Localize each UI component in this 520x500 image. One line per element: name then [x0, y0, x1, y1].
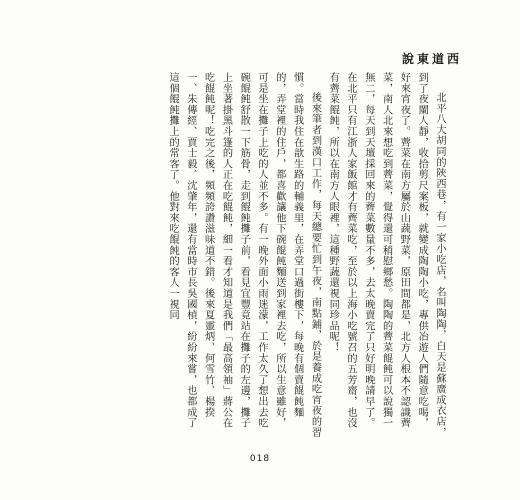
- running-title: 說東道西: [401, 52, 462, 66]
- paragraph-2: 後來筆者到漢口工作，每天總要忙到午夜，南點鋪，於是養成吃宵夜的習慣。當時我住在歆生路的輔義里，在弄堂口過街樓下，每晚有個賣餛飩麵的，弄堂裡的住戶，都喜歡讓他下碗餛飩麵送到家裡去吃，所以生意雖好，可是坐在攤子上吃的人並不多。有一晚外面小雨迷濛，工作太久了想出去吃碗餛飩舒散一下筋骨，走到餛飩攤子前，看見宜豐竟站在攤子的左邊，攤子上坐著掛黑斗篷的人正在吃餛飩，細一看才知道是我們「最高領袖」蔣公在吃餛飩呢！吃完之後，頻頻誇讚滋味道不錯。後來夏靈炳、何雪竹、楊揆一、朱傳經、賈士毅、沈肇年，還有當時市長吳國楨，紛紛來嘗，也都成了這個餛飩攤上的常客了。他對來吃餛飩的客人一視同: [167, 72, 321, 438]
- body-text: [128, 72, 448, 438]
- paragraph-1: 北平八大胡同的陝西巷，有一家小吃店，名叫陶陶，白天是蘇廣成衣店，到了夜闌人靜，收拾剪尺案板，就變成陶陶小吃，專供冶遊人們隨意吃喝，好來宵夜了。薺菜在南方屬於山蔬野菜，原田間都是，北方人根本不認識薺菜，南人北來想吃到薺菜，覺得還可稍慰鄉愁。陶陶的薺菜餛飩可以說獨一無二，每天到天壇採回來的薺菜數量不多，去太晚賣完了只好明晚請早了。在北平只有江浙人家飯館才有薺菜吃，至於以上海小吃號召的五芳齋，也沒有薺菜餛飩，所以在南方人眼裡，這種野蔬還視同珍品呢！: [327, 72, 445, 438]
- page-number: 018: [249, 454, 271, 464]
